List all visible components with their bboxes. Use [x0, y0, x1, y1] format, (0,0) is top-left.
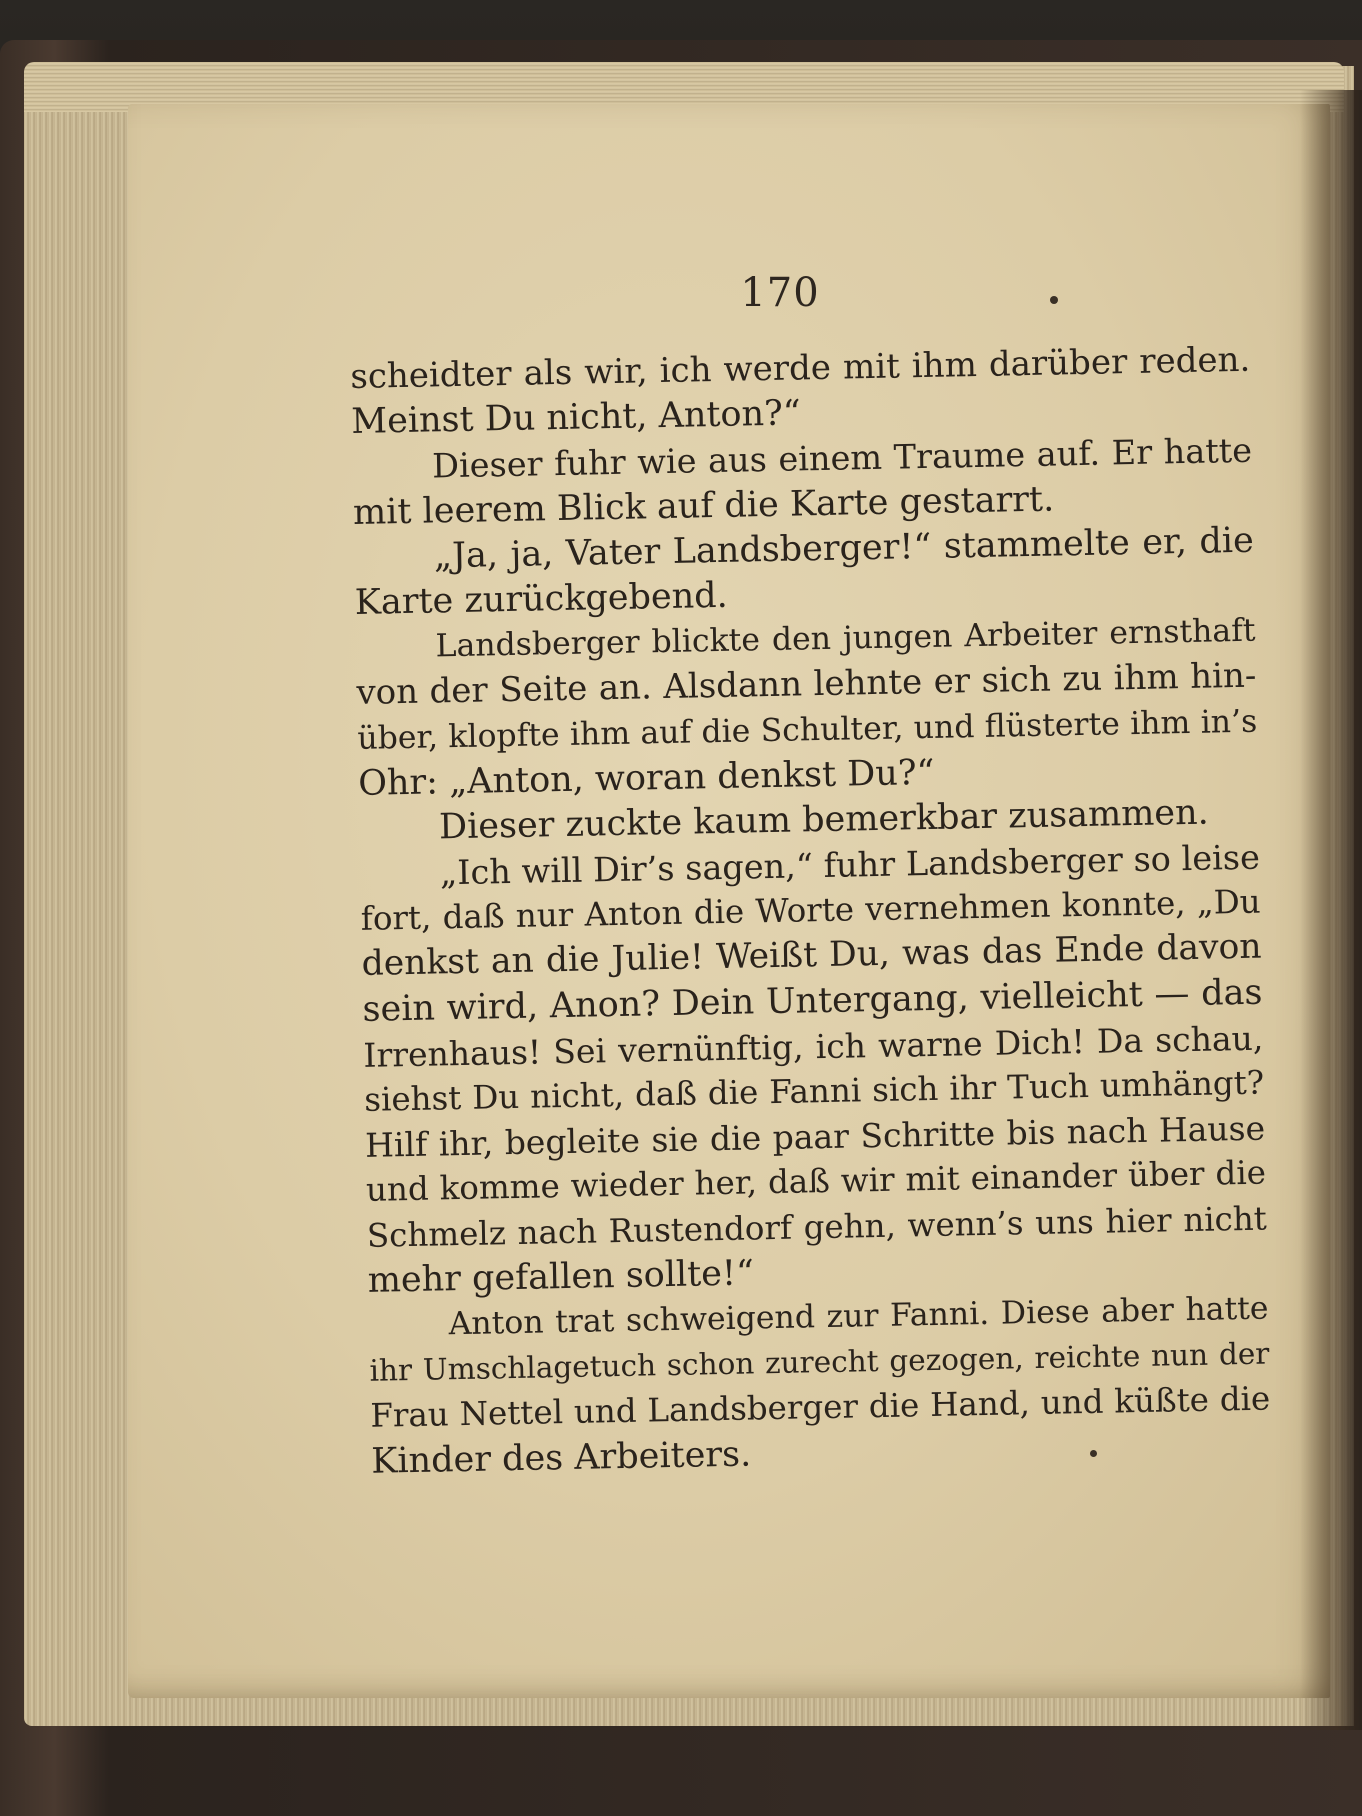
- text-line: Hilf ihr, begleite sie die paar Schritte bis nach Hause: [364, 1108, 1266, 1166]
- text-line: Frau Nettel und Landsberger die Hand, und küßte die: [370, 1379, 1271, 1436]
- text-line: von der Seite an. Alsdann lehnte er sich zu ihm hin-: [356, 655, 1257, 714]
- text-line: Dieser fuhr wie aus einem Traume auf. Er hatte: [431, 431, 1253, 486]
- text-line: Kinder des Arbeiters.: [370, 1434, 752, 1482]
- text-line: Landsberger blickte den jungen Arbeiter ernsthaft: [435, 612, 1256, 665]
- page-text: [350, 338, 1272, 1485]
- text-line: ihr Umschlagetuch schon zurecht gezogen, reichte nun der: [369, 1336, 1270, 1388]
- text-line: und komme wieder her, daß wir mit einander über die: [365, 1153, 1267, 1210]
- text-line: „Ich will Dir’s sagen,“ fuhr Landsberger so leise: [439, 837, 1261, 893]
- text-line: Schmelz nach Rustendorf gehn, wenn’s uns hier nicht: [366, 1199, 1268, 1255]
- text-line: über, klopfte ihm auf die Schulter, und flüsterte ihm in’s: [357, 703, 1258, 757]
- text-line: mit leerem Blick auf die Karte gestarrt.: [352, 479, 1055, 533]
- text-line: Irrenhaus! Sei vernünftig, ich warne Dich! Da schau,: [363, 1018, 1264, 1075]
- text-line: Anton trat schweigend zur Fanni. Diese aber hatte: [448, 1290, 1269, 1343]
- book-gutter: [1300, 90, 1362, 1730]
- text-line: Karte zurückgebend.: [354, 575, 729, 623]
- text-line: scheidter als wir, ich werde mit ihm darüber reden.: [350, 339, 1251, 397]
- text-line: „Ja, ja, Vater Landsberger!“ stammelte er, die: [433, 520, 1255, 577]
- text-line: fort, daß nur Anton die Worte vernehmen konnte, „Du: [360, 882, 1262, 939]
- text-line: denkst an die Julie! Weißt Du, was das Ende davon: [361, 927, 1262, 985]
- text-line: Dieser zuckte kaum bemerkbar zusammen.: [438, 792, 1210, 848]
- text-line: mehr gefallen sollte!“: [367, 1253, 755, 1301]
- text-line: sein wird, Anon? Dein Untergang, vielleicht — das: [362, 972, 1263, 1030]
- ink-speck: [1050, 296, 1058, 304]
- ink-speck: [1090, 1450, 1097, 1457]
- text-line: Meinst Du nicht, Anton?“: [350, 393, 802, 443]
- text-line: Ohr: „Anton, woran denkst Du?“: [357, 752, 935, 804]
- text-line: siehst Du nicht, daß die Fanni sich ihr Tuch umhängt?: [363, 1063, 1265, 1119]
- page-number: 170: [740, 270, 820, 316]
